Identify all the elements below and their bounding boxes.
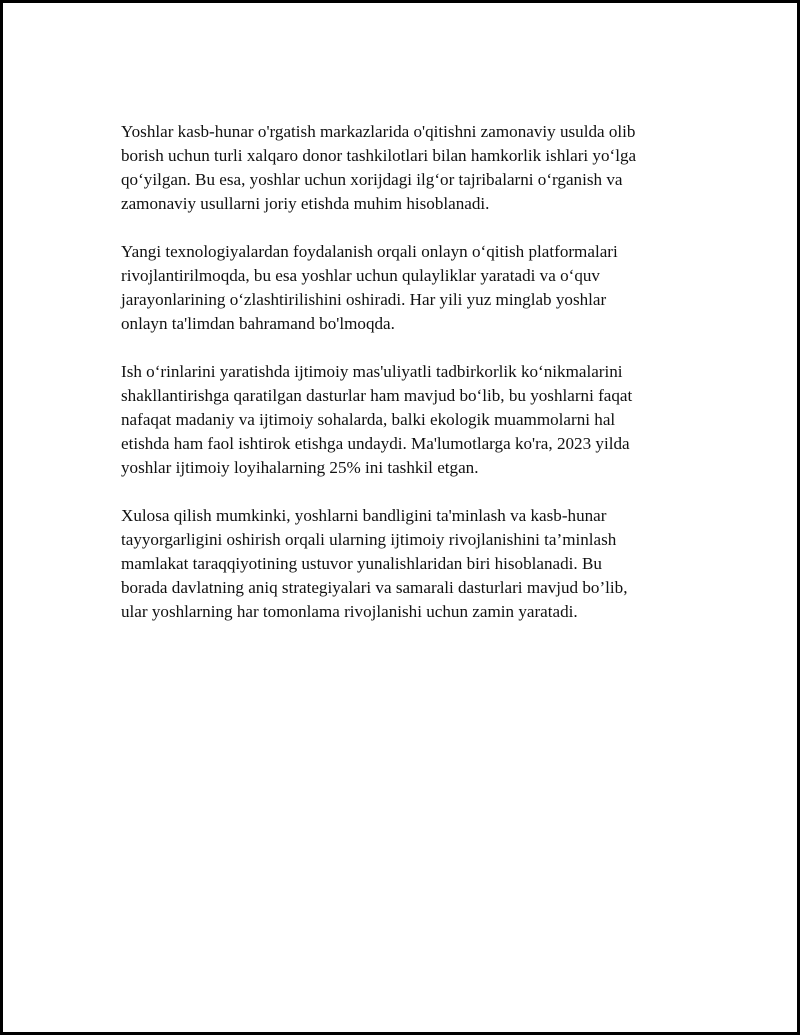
text-line: Ish o‘rinlarini yaratishda ijtimoiy mas'uliyatli tadbirkorlik ko‘nikmalarini <box>121 362 623 381</box>
paragraph-donor-cooperation <box>121 120 691 216</box>
paragraph-online-learning <box>121 240 691 336</box>
text-line: shakllantirishga qaratilgan dasturlar ham mavjud bo‘lib, bu yoshlarni faqat <box>121 386 633 405</box>
text-line: onlayn ta'limdan bahramand bo'lmoqda. <box>121 314 395 333</box>
text-line: yoshlar ijtimoiy loyihalarning 25% ini tashkil etgan. <box>121 458 479 477</box>
text-line: borada davlatning aniq strategiyalari va samarali dasturlari mavjud bo’lib, <box>121 578 628 597</box>
text-line: Yoshlar kasb-hunar o'rgatish markazlarida o'qitishni zamonaviy usulda olib <box>121 122 636 141</box>
document-body <box>121 120 691 648</box>
text-line: mamlakat taraqqiyotining ustuvor yunalishlaridan biri hisoblanadi. Bu <box>121 554 602 573</box>
text-line: tayyorgarligini oshirish orqali ularning ijtimoiy rivojlanishini ta’minlash <box>121 530 617 549</box>
text-line: ular yoshlarning har tomonlama rivojlanishi uchun zamin yaratadi. <box>121 602 578 621</box>
text-line: qo‘yilgan. Bu esa, yoshlar uchun xorijdagi ilg‘or tajribalarni o‘rganish va <box>121 170 623 189</box>
text-line: etishda ham faol ishtirok etishga undaydi. Ma'lumotlarga ko'ra, 2023 yilda <box>121 434 630 453</box>
text-line: Xulosa qilish mumkinki, yoshlarni bandligini ta'minlash va kasb-hunar <box>121 506 607 525</box>
text-line: Yangi texnologiyalardan foydalanish orqali onlayn o‘qitish platformalari <box>121 242 618 261</box>
text-line: rivojlantirilmoqda, bu esa yoshlar uchun qulayliklar yaratadi va o‘quv <box>121 266 600 285</box>
text-line: nafaqat madaniy va ijtimoiy sohalarda, balki ekologik muammolarni hal <box>121 410 616 429</box>
text-line: zamonaviy usullarni joriy etishda muhim hisoblanadi. <box>121 194 490 213</box>
text-line: jarayonlarining o‘zlashtirilishini oshiradi. Har yili yuz minglab yoshlar <box>121 290 607 309</box>
paragraph-social-entrepreneurship <box>121 360 691 480</box>
paragraph-conclusion <box>121 504 691 624</box>
text-line: borish uchun turli xalqaro donor tashkilotlari bilan hamkorlik ishlari yo‘lga <box>121 146 637 165</box>
